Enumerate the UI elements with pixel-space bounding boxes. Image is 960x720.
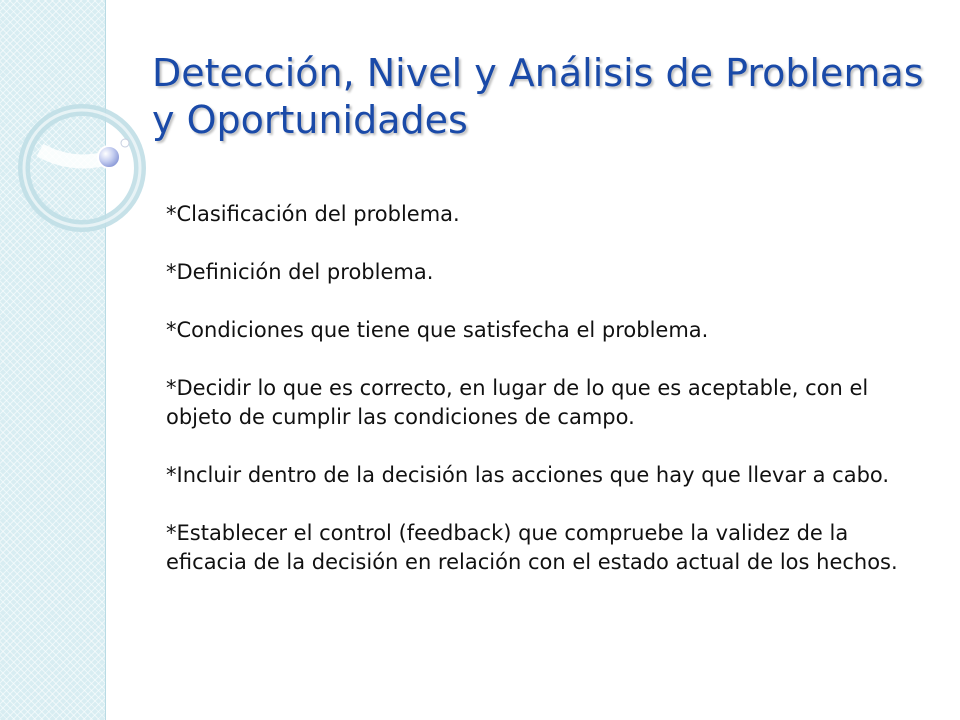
point-clasificacion: [166, 200, 936, 229]
point-line: objeto de cumplir las condiciones de campo.: [166, 405, 635, 429]
point-line: *Condiciones que tiene que satisfecha el problema.: [166, 318, 709, 342]
slide-title-line: Detección, Nivel y Análisis de Problemas: [152, 51, 924, 95]
point-line: *Clasificación del problema.: [166, 202, 460, 226]
point-line: eficacia de la decisión en relación con el estado actual de los hechos.: [166, 550, 898, 574]
point-line: *Definición del problema.: [166, 260, 434, 284]
decorative-dot-large: [98, 146, 120, 168]
point-incluir: [166, 461, 936, 490]
point-condiciones: [166, 316, 936, 345]
point-line: *Establecer el control (feedback) que compruebe la validez de la: [166, 521, 849, 545]
slide-title: [152, 50, 932, 144]
point-definicion: [166, 258, 936, 287]
point-line: *Incluir dentro de la decisión las acciones que hay que llevar a cabo.: [166, 463, 890, 487]
point-establecer: [166, 519, 936, 577]
decorative-dot-small: [121, 139, 129, 147]
decorative-arc-outer: [40, 0, 169, 161]
slide-title-line: y Oportunidades: [152, 98, 468, 142]
slide-body: [166, 200, 936, 606]
point-decidir: [166, 374, 936, 432]
point-line: *Decidir lo que es correcto, en lugar de lo que es aceptable, con el: [166, 376, 869, 400]
